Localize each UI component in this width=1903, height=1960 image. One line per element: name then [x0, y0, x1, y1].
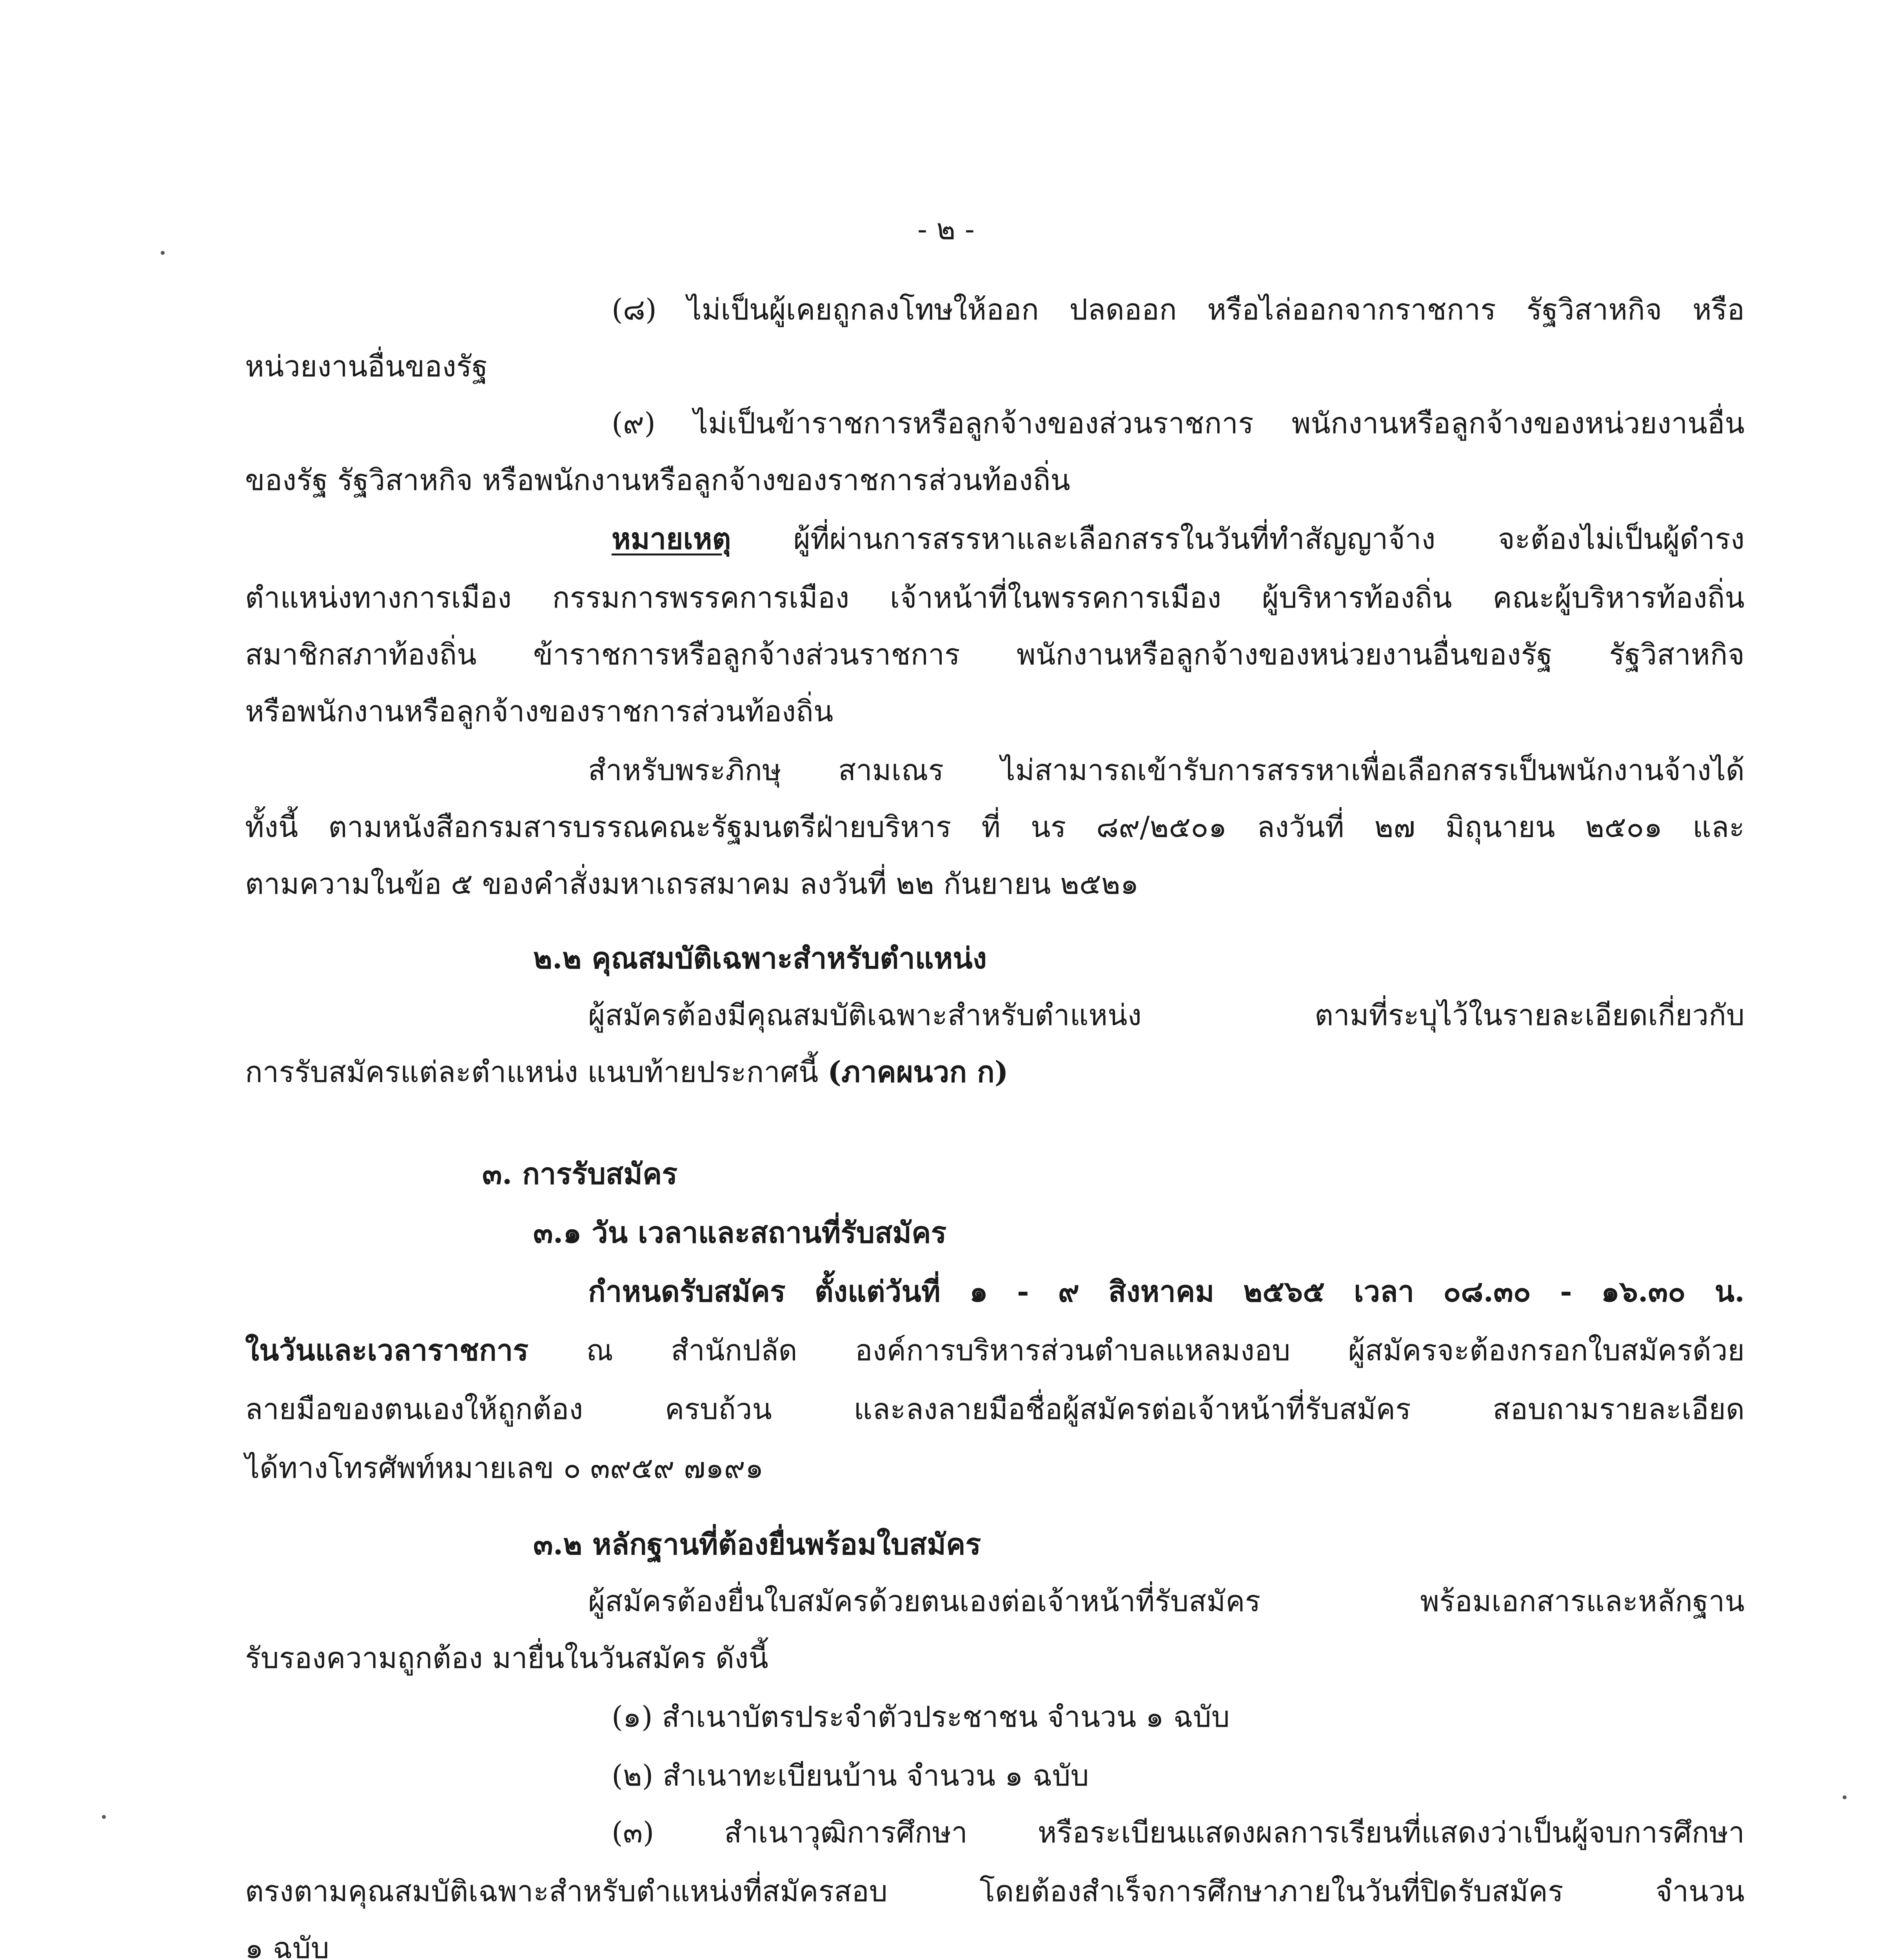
- section-3-2-intro-line-2: รับรองความถูกต้อง มายื่นในวันสมัคร ดังนี้: [245, 1641, 768, 1675]
- section-3-1-line-1: กำหนดรับสมัคร ตั้งแต่วันที่ ๑ - ๙ สิงหาคม ๒๕๖๕ เวลา ๐๘.๓๐ - ๑๖.๓๐ น.: [588, 1275, 1745, 1308]
- section-3-2-heading: ๓.๒ หลักฐานที่ต้องยื่นพร้อมใบสมัคร: [533, 1528, 981, 1561]
- doc-item-3-line-1: (๓) สำเนาวุฒิการศึกษา หรือระเบียนแสดงผลการเรียนที่แสดงว่าเป็นผู้จบการศึกษา: [612, 1816, 1745, 1849]
- scan-speck: [161, 251, 165, 255]
- note-line-3: สมาชิกสภาท้องถิ่น ข้าราชการหรือลูกจ้างส่วนราชการ พนักงานหรือลูกจ้างของหน่วยงานอื่นของรัฐ รัฐวิสาหกิจ: [245, 638, 1745, 671]
- section-2-2-heading: ๒.๒ คุณสมบัติเฉพาะสำหรับตำแหน่ง: [533, 942, 987, 975]
- page-number: - ๒ -: [917, 212, 975, 246]
- monk-line-2: ทั้งนี้ ตามหนังสือกรมสารบรรณคณะรัฐมนตรีฝ่ายบริหาร ที่ นร ๘๙/๒๕๐๑ ลงวันที่ ๒๗ มิถุนายน ๒๕๐๑ และ: [245, 810, 1745, 844]
- scan-speck: [102, 1815, 106, 1819]
- doc-item-1: (๑) สำเนาบัตรประจำตัวประชาชน จำนวน ๑ ฉบับ: [612, 1700, 1230, 1734]
- section-3-2-intro-line-1: ผู้สมัครต้องยื่นใบสมัครด้วยตนเองต่อเจ้าหน้าที่รับสมัคร พร้อมเอกสารและหลักฐาน: [588, 1584, 1745, 1618]
- section-3-1-line-2-text: ณ สำนักปลัด องค์การบริหารส่วนตำบลแหลมงอบ ผู้สมัครจะต้องกรอกใบสมัครด้วย: [528, 1334, 1745, 1367]
- section-3-1-line-4: ได้ทางโทรศัพท์หมายเลข ๐ ๓๙๕๙ ๗๑๙๑: [245, 1451, 764, 1485]
- note-line-2: ตำแหน่งทางการเมือง กรรมการพรรคการเมือง เจ้าหน้าที่ในพรรคการเมือง ผู้บริหารท้องถิ่น คณะผู้บริหารท้องถิ่น: [245, 581, 1745, 615]
- office-hours: ในวันและเวลาราชการ: [245, 1334, 529, 1367]
- note-label: หมายเหตุ: [612, 522, 731, 556]
- section-3-1-heading: ๓.๑ วัน เวลาและสถานที่รับสมัคร: [533, 1216, 947, 1250]
- item-8-line-2: หน่วยงานอื่นของรัฐ: [245, 350, 488, 383]
- doc-item-3-line-3: ๑ ฉบับ: [245, 1931, 329, 1960]
- monk-line-3: ตามความในข้อ ๕ ของคำสั่งมหาเถรสมาคม ลงวันที่ ๒๒ กันยายน ๒๕๒๑: [245, 867, 1139, 901]
- section-3-heading: ๓. การรับสมัคร: [482, 1157, 678, 1191]
- appendix-ref: (ภาคผนวก ก): [828, 1055, 1008, 1089]
- section-2-2-line-2: [245, 1053, 1008, 1092]
- scan-speck: [1843, 1795, 1847, 1799]
- section-2-2-line-2-text: การรับสมัครแต่ละตำแหน่ง แนบท้ายประกาศนี้: [245, 1055, 828, 1089]
- doc-item-2: (๒) สำเนาทะเบียนบ้าน จำนวน ๑ ฉบับ: [612, 1759, 1089, 1793]
- note-line-1-text: ผู้ที่ผ่านการสรรหาและเลือกสรรในวันที่ทำสัญญาจ้าง จะต้องไม่เป็นผู้ดำรง: [731, 522, 1745, 556]
- section-3-1-line-3: ลายมือของตนเองให้ถูกต้อง ครบถ้วน และลงลายมือชื่อผู้สมัครต่อเจ้าหน้าที่รับสมัคร สอบถามรายละเอียด: [245, 1392, 1745, 1426]
- item-9-line-1: (๙) ไม่เป็นข้าราชการหรือลูกจ้างของส่วนราชการ พนักงานหรือลูกจ้างของหน่วยงานอื่น: [612, 407, 1745, 440]
- item-8-line-1: (๘) ไม่เป็นผู้เคยถูกลงโทษให้ออก ปลดออก หรือไล่ออกจากราชการ รัฐวิสาหกิจ หรือ: [612, 293, 1745, 327]
- section-2-2-line-1: ผู้สมัครต้องมีคุณสมบัติเฉพาะสำหรับตำแหน่ง ตามที่ระบุไว้ในรายละเอียดเกี่ยวกับ: [588, 998, 1745, 1032]
- doc-item-3-line-2: ตรงตามคุณสมบัติเฉพาะสำหรับตำแหน่งที่สมัครสอบ โดยต้องสำเร็จการศึกษาภายในวันที่ปิดรับสมัคร จำนวน: [245, 1875, 1745, 1908]
- item-9-line-2: ของรัฐ รัฐวิสาหกิจ หรือพนักงานหรือลูกจ้างของราชการส่วนท้องถิ่น: [245, 463, 1070, 497]
- section-3-1-line-2: [245, 1331, 1745, 1370]
- note-line-4: หรือพนักงานหรือลูกจ้างของราชการส่วนท้องถิ่น: [245, 695, 833, 728]
- note-line-1: [612, 519, 1745, 559]
- monk-line-1: สำหรับพระภิกษุ สามเณร ไม่สามารถเข้ารับการสรรหาเพื่อเลือกสรรเป็นพนักงานจ้างได้: [588, 753, 1745, 787]
